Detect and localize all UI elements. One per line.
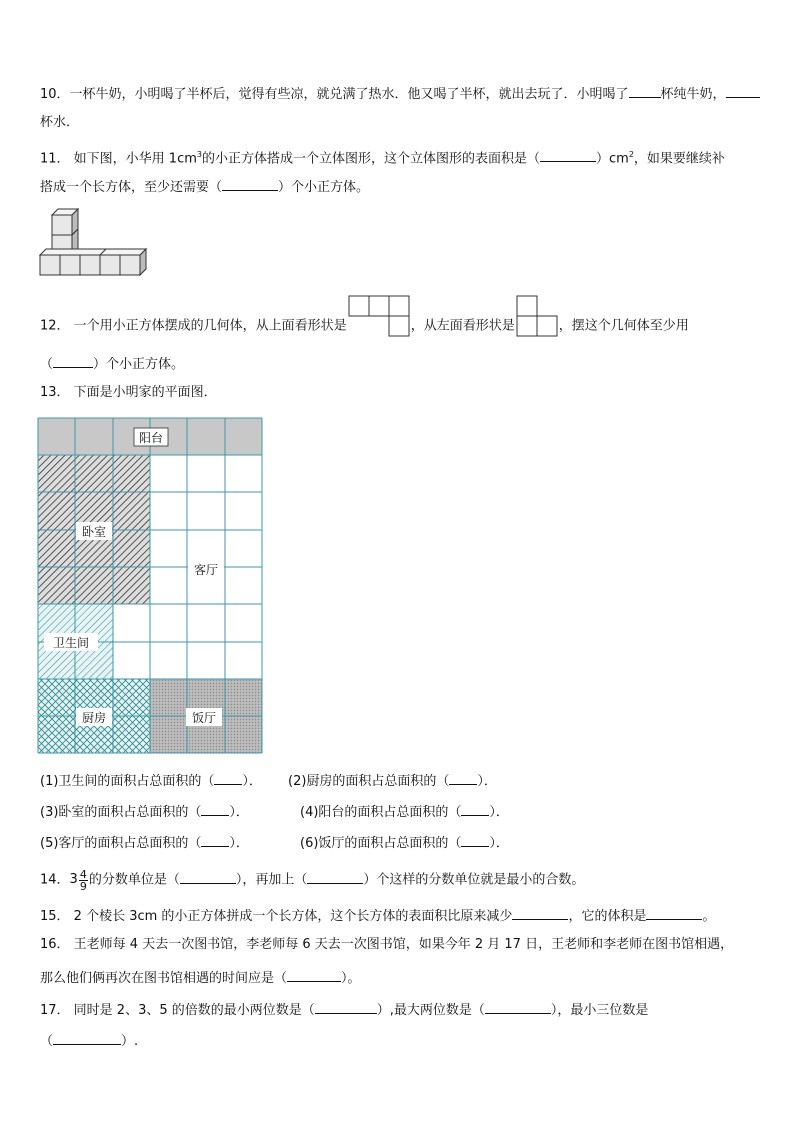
q13-blank5[interactable] — [201, 832, 229, 847]
q13-title: 13． 下面是小明家的平面图． — [40, 385, 217, 400]
q10-line2: 杯水． — [40, 115, 80, 130]
q13-blank3[interactable] — [201, 801, 229, 816]
q11-blank2[interactable] — [222, 176, 278, 191]
q15-blank1[interactable] — [512, 905, 568, 920]
balcony-label: 阳台 — [138, 431, 164, 445]
q14-blank2[interactable] — [307, 869, 363, 884]
q13-blank1[interactable] — [214, 770, 242, 785]
q17-line2: （ ）. — [40, 1030, 138, 1051]
q11-blank1[interactable] — [540, 147, 596, 162]
q11-line2: 搭成一个长方体，至少还需要（ ）个小正方体。 — [40, 176, 369, 197]
q15-line: 15． 2 个棱长 3cm 的小正方体拼成一个长方体，这个长方体的表面积比原来减少 ，它的体积是 。 — [40, 905, 715, 926]
q10-line1: 10．一杯牛奶，小明喝了半杯后，觉得有些凉，就兑满了热水．他又喝了半杯，就出去玩了．小明喝了 杯纯牛奶， — [40, 83, 760, 104]
q12-blank[interactable] — [53, 353, 93, 368]
q15-blank2[interactable] — [646, 905, 702, 920]
q13-sub3: (3)卧室的面积占总面积的（ ）． — [40, 801, 249, 822]
mixed-number-fraction: $\frac{4}{9}$ — [79, 867, 87, 893]
q16-line2: 那么他们俩再次在图书馆相遇的时间应是（ ）。 — [40, 967, 361, 988]
q10-blank1[interactable] — [629, 83, 661, 98]
q13-blank2[interactable] — [449, 770, 477, 785]
q12-line1: 12． 一个用小正方体摆成的几何体，从上面看形状是 ，从左面看形状是 ，摆这个几何体至少用 — [40, 306, 689, 346]
q13-sub4: (4)阳台的面积占总面积的（ ）． — [300, 801, 509, 822]
dining-label: 饭厅 — [191, 711, 217, 725]
q17-line1: 17． 同时是 2、3、5 的倍数的最小两位数是（ ）,最大两位数是（ ），最小三位数是 — [40, 999, 648, 1020]
top-view-icon — [347, 306, 411, 346]
kitchen-label: 厨房 — [81, 711, 107, 725]
q16-line1: 16． 王老师每 4 天去一次图书馆，李老师每 6 天去一次图书馆，如果今年 2 月 17 日，王老师和李老师在图书馆相遇， — [40, 937, 734, 952]
q17-blank1[interactable] — [315, 999, 377, 1014]
q13-sub1: (1)卫生间的面积占总面积的（ ）． — [40, 770, 262, 791]
q13-sub2: (2)厨房的面积占总面积的（ ）． — [288, 770, 497, 791]
q13-sub6: (6)饭厅的面积占总面积的（ ）． — [300, 832, 509, 853]
living-label: 客厅 — [193, 563, 219, 577]
floor-plan — [38, 418, 262, 753]
q16-blank[interactable] — [287, 967, 341, 982]
q14-line: 14．3 $\frac{4}{9}$ 的分数单位是（ ），再加上（ ）个这样的分数单位就是最小的合数。 — [40, 867, 585, 893]
bedroom-label: 卧室 — [81, 525, 107, 539]
q17-blank2[interactable] — [485, 999, 551, 1014]
q14-blank1[interactable] — [180, 869, 236, 884]
bathroom-label: 卫生间 — [52, 636, 90, 650]
q13-blank6[interactable] — [461, 832, 489, 847]
q17-blank3[interactable] — [53, 1030, 121, 1045]
q13-sub5: (5)客厅的面积占总面积的（ ）． — [40, 832, 249, 853]
cube-figure — [40, 205, 160, 277]
q11-line1: 11． 如下图，小华用 $1cm^3$的小正方体搭成一个立体图形，这个立体图形的表面积是（ ）$cm^2$，如果要继续补 — [40, 146, 725, 168]
left-view-icon — [515, 306, 559, 346]
q10-blank2[interactable] — [726, 83, 760, 98]
mixed-number-whole: 3 — [69, 872, 78, 887]
q12-line2: （ ）个小正方体。 — [40, 353, 184, 374]
q13-blank4[interactable] — [461, 801, 489, 816]
